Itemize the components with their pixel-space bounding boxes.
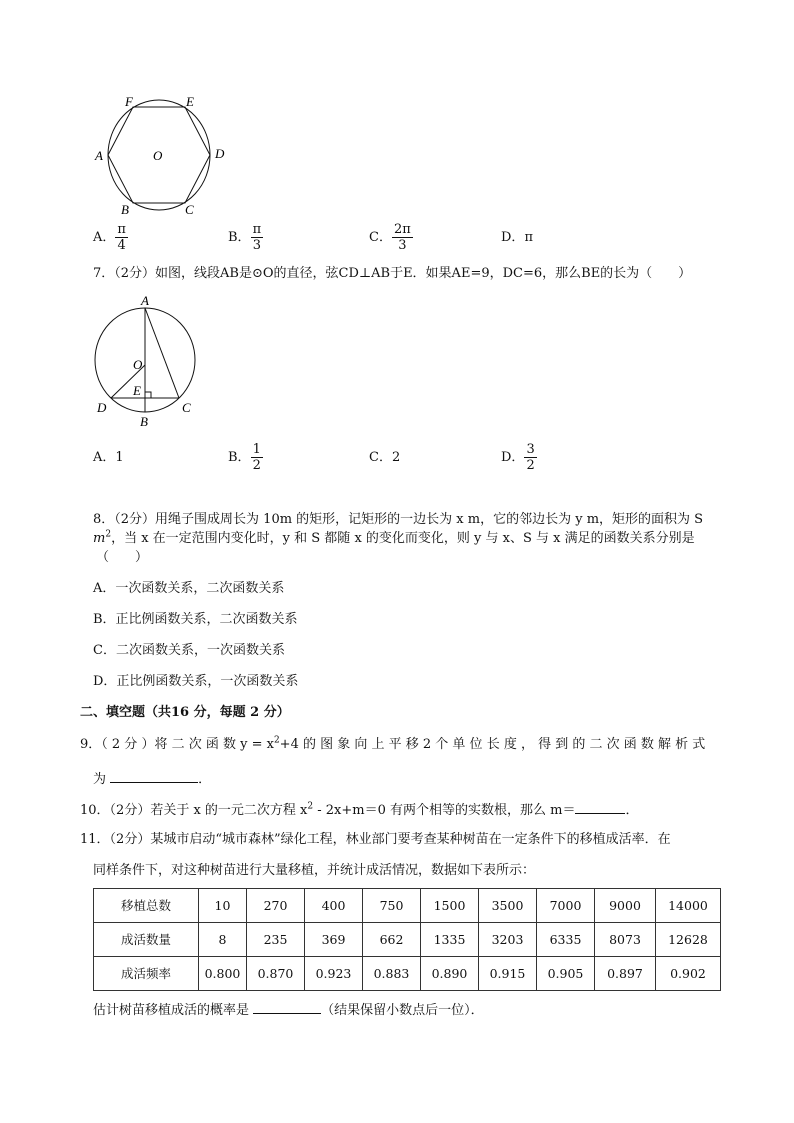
label-d: D bbox=[215, 146, 225, 161]
table-cell: 750 bbox=[363, 889, 421, 923]
table-row bbox=[94, 957, 721, 991]
table-cell: 0.902 bbox=[656, 957, 721, 991]
table-cell: 8073 bbox=[595, 923, 656, 957]
table-cell: 0.883 bbox=[363, 957, 421, 991]
table-cell: 0.915 bbox=[479, 957, 537, 991]
label-b: B bbox=[140, 414, 148, 429]
q8-line2: $m^2$，当 x 在一定范围内变化时，y 和 S 都随 x 的变化而变化，则 y 与 x、S 与 x 满足的函数关系分别是 bbox=[93, 529, 695, 546]
table-cell: 0.890 bbox=[421, 957, 479, 991]
table-cell: 1335 bbox=[421, 923, 479, 957]
table-cell: 235 bbox=[247, 923, 305, 957]
table-cell: 270 bbox=[247, 889, 305, 923]
label-a: A bbox=[95, 148, 103, 163]
label-e: E bbox=[186, 94, 194, 109]
table-cell: 662 bbox=[363, 923, 421, 957]
table-cell: 6335 bbox=[537, 923, 595, 957]
q9-line1: 9．（ 2 分 ）将 二 次 函 数 $y = x^2+4$ 的 图 象 向 上 平 移 2 个 单 位 长 度 ， 得 到 的 二 次 函 数 解 析 式 bbox=[80, 735, 706, 752]
label-d: D bbox=[97, 400, 107, 415]
label-c: C bbox=[185, 202, 194, 217]
q6-option-d: D．π bbox=[501, 230, 533, 245]
q8-option-c: C．二次函数关系，一次函数关系 bbox=[93, 643, 285, 658]
q11-answer-blank[interactable] bbox=[253, 1001, 321, 1014]
q8-line1: 8．（2分）用绳子围成周长为 10m 的矩形，记矩形的一边长为 x m，它的邻边长为 y m，矩形的面积为 S bbox=[93, 512, 704, 527]
table-cell: 10 bbox=[199, 889, 247, 923]
q11-after: 估计树苗移植成活的概率是 （结果保留小数点后一位）． bbox=[93, 1003, 484, 1018]
q9-answer-blank[interactable] bbox=[110, 770, 198, 783]
table-cell: 369 bbox=[305, 923, 363, 957]
q10: 10．（2分）若关于 x 的一元二次方程 $x^2 - 2x+m=0$ 有两个相等的实数根，那么 m＝ ． bbox=[80, 801, 639, 818]
label-a: A bbox=[141, 293, 149, 308]
q7-option-d: D． $\frac{3}{2}$ bbox=[501, 442, 535, 473]
label-o: O bbox=[153, 148, 163, 163]
table-cell: 14000 bbox=[656, 889, 721, 923]
label-o: O bbox=[133, 357, 143, 372]
row-header-cell: 移植总数 bbox=[94, 889, 199, 923]
q6-option-c: C． $\frac{2\pi}{3}$ bbox=[369, 222, 411, 253]
hexagon-figure bbox=[0, 0, 300, 218]
table-cell: 3500 bbox=[479, 889, 537, 923]
table-cell: 0.905 bbox=[537, 957, 595, 991]
q7-option-b: B． $\frac{1}{2}$ bbox=[228, 442, 261, 473]
q8-option-b: B．正比例函数关系，二次函数关系 bbox=[93, 612, 298, 627]
segment-ac bbox=[145, 308, 179, 398]
q8-option-d: D．正比例函数关系，一次函数关系 bbox=[93, 674, 299, 689]
table-cell: 9000 bbox=[595, 889, 656, 923]
circle-chord-figure bbox=[0, 285, 260, 431]
q7-option-c: C．2 bbox=[369, 450, 401, 465]
q11-line2: 同样条件下，对这种树苗进行大量移植，并统计成活情况，数据如下表所示： bbox=[93, 863, 536, 878]
row-header-cell: 成活数量 bbox=[94, 923, 199, 957]
q8-answer-paren: （ ） bbox=[96, 550, 149, 565]
section-heading: 二、填空题（共16 分，每题 2 分） bbox=[80, 705, 290, 720]
q7-stem: 7．（2分）如图，线段AB是⊙O的直径，弦CD⊥AB于E．如果AE=9，DC=6，那么BE的长为（ ） bbox=[93, 266, 692, 281]
table-cell: 7000 bbox=[537, 889, 595, 923]
label-c: C bbox=[182, 400, 191, 415]
table-row bbox=[94, 923, 721, 957]
q6-option-b: B． $\frac{\pi}{3}$ bbox=[228, 222, 262, 253]
q6-option-a: A． $\frac{\pi}{4}$ bbox=[93, 222, 126, 253]
q7-option-a: A．1 bbox=[93, 450, 124, 465]
right-angle-mark bbox=[145, 392, 151, 398]
row-header-cell: 成活频率 bbox=[94, 957, 199, 991]
data-table bbox=[93, 888, 721, 991]
label-e: E bbox=[133, 383, 141, 398]
q10-answer-blank[interactable] bbox=[575, 801, 625, 814]
table-cell: 0.870 bbox=[247, 957, 305, 991]
q9-line2: 为 ． bbox=[93, 772, 212, 787]
table-cell: 8 bbox=[199, 923, 247, 957]
table-cell: 0.897 bbox=[595, 957, 656, 991]
table-cell: 400 bbox=[305, 889, 363, 923]
label-f: F bbox=[125, 94, 133, 109]
table-cell: 1500 bbox=[421, 889, 479, 923]
table-cell: 3203 bbox=[479, 923, 537, 957]
table-cell: 12628 bbox=[656, 923, 721, 957]
q11-line1: 11．（2分）某城市启动“城市森林”绿化工程，林业部门要考查某种树苗在一定条件下的移植成活率．在 bbox=[80, 832, 671, 847]
q8-option-a: A．一次函数关系，二次函数关系 bbox=[93, 581, 285, 596]
label-b: B bbox=[121, 202, 129, 217]
table-cell: 0.800 bbox=[199, 957, 247, 991]
table-row bbox=[94, 889, 721, 923]
table-cell: 0.923 bbox=[305, 957, 363, 991]
